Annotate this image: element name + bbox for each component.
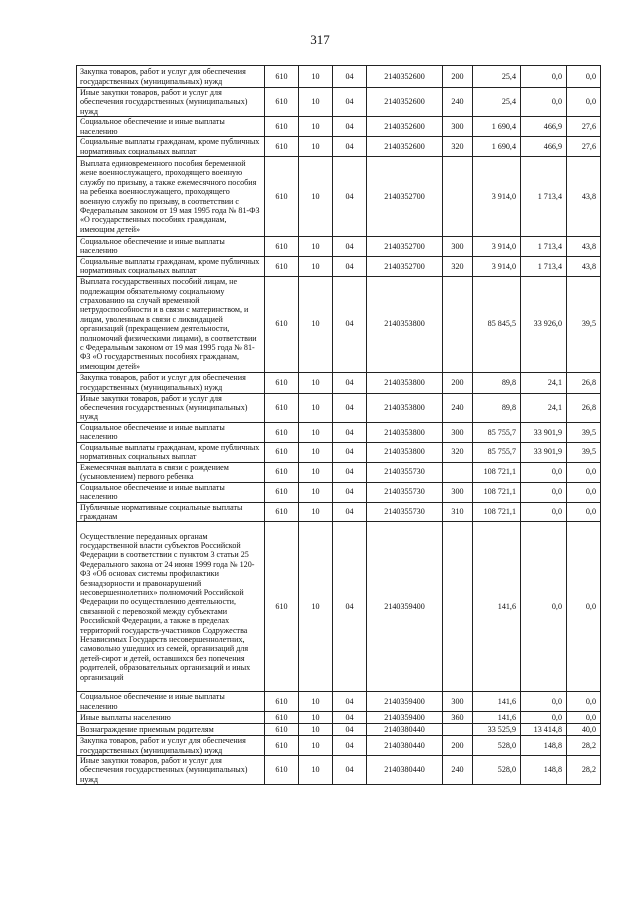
- row-fact: 24,1: [521, 393, 567, 422]
- row-pr: 04: [333, 755, 367, 784]
- row-vr: [443, 522, 473, 692]
- row-rz: 10: [299, 522, 333, 692]
- row-vr: 360: [443, 712, 473, 724]
- row-vr: 320: [443, 442, 473, 462]
- row-pct: 39,5: [567, 276, 601, 372]
- row-ved: 610: [265, 256, 299, 276]
- table-row: [77, 712, 601, 724]
- row-name: Публичные нормативные социальные выплаты гражданам: [77, 502, 265, 522]
- row-vr: 200: [443, 736, 473, 756]
- row-fact: 1 713,4: [521, 237, 567, 257]
- row-plan: 108 721,1: [473, 502, 521, 522]
- row-rz: 10: [299, 442, 333, 462]
- row-vr: [443, 157, 473, 237]
- row-vr: 240: [443, 755, 473, 784]
- row-rz: 10: [299, 692, 333, 712]
- row-name: Осуществление переданных органам государственной власти субъектов Российской Федерации в соответствии с пунктом 3 статьи 25 Федерального закона от 24 июня 1999 года № 120-ФЗ «Об основах системы профилактики безнадзорности и правонарушений несовершеннолетних» полномочий Российской Федерации по осуществлению деятельности, связанной с перевозкой между субъектами Российской Федерации, а также в пределах территорий государств-участников Содружества Независимых Государств несовершеннолетних, самовольно ушедших из семей, организаций для детей-сирот и детей, оставшихся без попечения родителей, образовательных организаций и иных организаций: [77, 522, 265, 692]
- table-row: [77, 442, 601, 462]
- row-name: Социальные выплаты гражданам, кроме публичных нормативных социальных выплат: [77, 256, 265, 276]
- row-pr: 04: [333, 692, 367, 712]
- row-ved: 610: [265, 755, 299, 784]
- row-rz: 10: [299, 157, 333, 237]
- row-ved: 610: [265, 712, 299, 724]
- row-name: Социальное обеспечение и иные выплаты населению: [77, 692, 265, 712]
- budget-table: [76, 65, 601, 785]
- row-vr: 300: [443, 692, 473, 712]
- row-pct: 43,8: [567, 237, 601, 257]
- row-rz: 10: [299, 736, 333, 756]
- row-vr: [443, 276, 473, 372]
- row-pct: 43,8: [567, 256, 601, 276]
- row-ved: 610: [265, 157, 299, 237]
- table-row: [77, 237, 601, 257]
- row-rz: 10: [299, 137, 333, 157]
- row-plan: 528,0: [473, 736, 521, 756]
- row-ved: 610: [265, 422, 299, 442]
- row-ved: 610: [265, 276, 299, 372]
- row-name: Ежемесячная выплата в связи с рождением (усыновлением) первого ребенка: [77, 462, 265, 482]
- row-vr: 300: [443, 117, 473, 137]
- row-ved: 610: [265, 117, 299, 137]
- row-csr: 2140352600: [367, 137, 443, 157]
- row-pct: 0,0: [567, 692, 601, 712]
- row-ved: 610: [265, 522, 299, 692]
- row-rz: 10: [299, 422, 333, 442]
- row-rz: 10: [299, 393, 333, 422]
- row-name: Закупка товаров, работ и услуг для обеспечения государственных (муниципальных) нужд: [77, 736, 265, 756]
- row-name: Выплата государственных пособий лицам, не подлежащим обязательному социальному страхованию на случай временной нетрудоспособности и в связи с материнством, и лицам, уволенным в связи с ликвидацией организаций (прекращением деятельности, полномочий физическими лицами), в соответствии с Федеральным законом от 19 мая 1995 года № 81-ФЗ «О государственных пособиях гражданам, имеющим детей»: [77, 276, 265, 372]
- row-ved: 610: [265, 66, 299, 88]
- row-name: Закупка товаров, работ и услуг для обеспечения государственных (муниципальных) нужд: [77, 372, 265, 393]
- row-vr: 300: [443, 237, 473, 257]
- row-plan: 141,6: [473, 712, 521, 724]
- row-ved: 610: [265, 502, 299, 522]
- table-row: [77, 393, 601, 422]
- row-csr: 2140380440: [367, 736, 443, 756]
- row-pct: 0,0: [567, 482, 601, 502]
- table-row: [77, 724, 601, 736]
- row-pr: 04: [333, 712, 367, 724]
- row-rz: 10: [299, 276, 333, 372]
- row-plan: 25,4: [473, 66, 521, 88]
- row-rz: 10: [299, 502, 333, 522]
- row-fact: 0,0: [521, 66, 567, 88]
- row-fact: 0,0: [521, 692, 567, 712]
- row-csr: 2140352600: [367, 88, 443, 117]
- table-row: [77, 256, 601, 276]
- row-vr: 240: [443, 88, 473, 117]
- row-csr: 2140359400: [367, 692, 443, 712]
- row-rz: 10: [299, 462, 333, 482]
- row-ved: 610: [265, 137, 299, 157]
- row-name: Иные закупки товаров, работ и услуг для обеспечения государственных (муниципальных) нужд: [77, 755, 265, 784]
- row-ved: 610: [265, 482, 299, 502]
- row-pr: 04: [333, 422, 367, 442]
- row-pr: 04: [333, 88, 367, 117]
- table-row: [77, 137, 601, 157]
- row-pct: 27,6: [567, 117, 601, 137]
- table-row: [77, 482, 601, 502]
- row-csr: 2140359400: [367, 712, 443, 724]
- table-row: [77, 422, 601, 442]
- row-vr: 300: [443, 482, 473, 502]
- row-vr: 320: [443, 256, 473, 276]
- row-pr: 04: [333, 736, 367, 756]
- table-row: [77, 372, 601, 393]
- row-vr: [443, 724, 473, 736]
- row-name: Выплата единовременного пособия беременной жене военнослужащего, проходящего военную службу по призыву, а также ежемесячного пособия на ребенка военнослужащего, проходящего военную службу по призыву, в соответствии с Федеральным законом от 19 мая 1995 года № 81-ФЗ «О государственных пособиях гражданам, имеющим детей»: [77, 157, 265, 237]
- row-pr: 04: [333, 237, 367, 257]
- row-pct: 28,2: [567, 755, 601, 784]
- row-fact: 1 713,4: [521, 256, 567, 276]
- row-rz: 10: [299, 712, 333, 724]
- row-pr: 04: [333, 462, 367, 482]
- row-name: Иные закупки товаров, работ и услуг для обеспечения государственных (муниципальных) нужд: [77, 393, 265, 422]
- row-plan: 85 845,5: [473, 276, 521, 372]
- row-ved: 610: [265, 372, 299, 393]
- row-fact: 0,0: [521, 462, 567, 482]
- row-fact: 0,0: [521, 522, 567, 692]
- row-pct: 40,0: [567, 724, 601, 736]
- row-plan: 141,6: [473, 522, 521, 692]
- row-pct: 0,0: [567, 522, 601, 692]
- row-name: Иные закупки товаров, работ и услуг для обеспечения государственных (муниципальных) нужд: [77, 88, 265, 117]
- row-fact: 33 926,0: [521, 276, 567, 372]
- row-name: Социальные выплаты гражданам, кроме публичных нормативных социальных выплат: [77, 442, 265, 462]
- row-csr: 2140353800: [367, 442, 443, 462]
- row-rz: 10: [299, 755, 333, 784]
- table-row: [77, 276, 601, 372]
- row-pct: 39,5: [567, 422, 601, 442]
- row-vr: 240: [443, 393, 473, 422]
- row-csr: 2140355730: [367, 462, 443, 482]
- row-name: Социальное обеспечение и иные выплаты населению: [77, 422, 265, 442]
- row-rz: 10: [299, 237, 333, 257]
- row-plan: 1 690,4: [473, 137, 521, 157]
- row-pct: 26,8: [567, 393, 601, 422]
- row-fact: 33 901,9: [521, 422, 567, 442]
- row-fact: 33 901,9: [521, 442, 567, 462]
- row-csr: 2140352600: [367, 66, 443, 88]
- row-csr: 2140353800: [367, 422, 443, 442]
- row-plan: 141,6: [473, 692, 521, 712]
- row-pr: 04: [333, 372, 367, 393]
- row-rz: 10: [299, 88, 333, 117]
- row-rz: 10: [299, 482, 333, 502]
- row-fact: 24,1: [521, 372, 567, 393]
- row-vr: 320: [443, 137, 473, 157]
- page-number: 317: [310, 32, 330, 47]
- table-row: [77, 692, 601, 712]
- row-ved: 610: [265, 462, 299, 482]
- row-pct: 0,0: [567, 462, 601, 482]
- row-csr: 2140355730: [367, 482, 443, 502]
- row-csr: 2140352700: [367, 157, 443, 237]
- row-pct: 0,0: [567, 66, 601, 88]
- row-plan: 3 914,0: [473, 157, 521, 237]
- row-plan: 3 914,0: [473, 256, 521, 276]
- row-pct: 27,6: [567, 137, 601, 157]
- row-csr: 2140380440: [367, 755, 443, 784]
- row-pr: 04: [333, 137, 367, 157]
- row-vr: 300: [443, 422, 473, 442]
- row-csr: 2140352700: [367, 256, 443, 276]
- row-name: Социальное обеспечение и иные выплаты населению: [77, 482, 265, 502]
- table-row: [77, 117, 601, 137]
- row-fact: 148,8: [521, 736, 567, 756]
- row-csr: 2140352600: [367, 117, 443, 137]
- table-row: [77, 736, 601, 756]
- row-rz: 10: [299, 372, 333, 393]
- row-name: Социальные выплаты гражданам, кроме публичных нормативных социальных выплат: [77, 137, 265, 157]
- row-name: Закупка товаров, работ и услуг для обеспечения государственных (муниципальных) нужд: [77, 66, 265, 88]
- row-vr: [443, 462, 473, 482]
- row-pr: 04: [333, 724, 367, 736]
- row-ved: 610: [265, 237, 299, 257]
- row-fact: 0,0: [521, 502, 567, 522]
- row-fact: 13 414,8: [521, 724, 567, 736]
- row-pct: 0,0: [567, 712, 601, 724]
- row-plan: 89,8: [473, 393, 521, 422]
- row-plan: 89,8: [473, 372, 521, 393]
- row-fact: 1 713,4: [521, 157, 567, 237]
- row-plan: 528,0: [473, 755, 521, 784]
- row-ved: 610: [265, 88, 299, 117]
- row-pr: 04: [333, 522, 367, 692]
- row-plan: 25,4: [473, 88, 521, 117]
- row-pr: 04: [333, 482, 367, 502]
- row-csr: 2140353800: [367, 276, 443, 372]
- row-pct: 0,0: [567, 88, 601, 117]
- row-ved: 610: [265, 724, 299, 736]
- row-pr: 04: [333, 117, 367, 137]
- row-fact: 466,9: [521, 117, 567, 137]
- row-plan: 85 755,7: [473, 442, 521, 462]
- table-row: [77, 755, 601, 784]
- row-csr: 2140352700: [367, 237, 443, 257]
- row-fact: 466,9: [521, 137, 567, 157]
- row-rz: 10: [299, 724, 333, 736]
- table-row: [77, 157, 601, 237]
- row-pr: 04: [333, 66, 367, 88]
- row-csr: 2140353800: [367, 372, 443, 393]
- table-body: [77, 66, 601, 785]
- row-csr: 2140380440: [367, 724, 443, 736]
- row-pct: 39,5: [567, 442, 601, 462]
- row-pr: 04: [333, 256, 367, 276]
- table-row: [77, 88, 601, 117]
- row-pr: 04: [333, 502, 367, 522]
- row-pr: 04: [333, 276, 367, 372]
- row-plan: 85 755,7: [473, 422, 521, 442]
- row-ved: 610: [265, 442, 299, 462]
- row-pr: 04: [333, 442, 367, 462]
- row-pct: 43,8: [567, 157, 601, 237]
- row-plan: 108 721,1: [473, 482, 521, 502]
- row-fact: 0,0: [521, 712, 567, 724]
- row-ved: 610: [265, 393, 299, 422]
- row-ved: 610: [265, 736, 299, 756]
- row-pct: 0,0: [567, 502, 601, 522]
- row-name: Вознаграждение приемным родителям: [77, 724, 265, 736]
- row-name: Социальное обеспечение и иные выплаты населению: [77, 237, 265, 257]
- table-row: [77, 522, 601, 692]
- row-fact: 148,8: [521, 755, 567, 784]
- row-fact: 0,0: [521, 482, 567, 502]
- row-plan: 33 525,9: [473, 724, 521, 736]
- table-row: [77, 502, 601, 522]
- row-fact: 0,0: [521, 88, 567, 117]
- row-csr: 2140359400: [367, 522, 443, 692]
- row-rz: 10: [299, 66, 333, 88]
- row-name: Иные выплаты населению: [77, 712, 265, 724]
- row-vr: 200: [443, 372, 473, 393]
- row-plan: 108 721,1: [473, 462, 521, 482]
- table-row: [77, 462, 601, 482]
- row-vr: 310: [443, 502, 473, 522]
- row-ved: 610: [265, 692, 299, 712]
- row-plan: 1 690,4: [473, 117, 521, 137]
- row-csr: 2140353800: [367, 393, 443, 422]
- row-rz: 10: [299, 117, 333, 137]
- row-pr: 04: [333, 393, 367, 422]
- row-csr: 2140355730: [367, 502, 443, 522]
- row-pct: 28,2: [567, 736, 601, 756]
- row-pct: 26,8: [567, 372, 601, 393]
- row-vr: 200: [443, 66, 473, 88]
- row-plan: 3 914,0: [473, 237, 521, 257]
- row-name: Социальное обеспечение и иные выплаты населению: [77, 117, 265, 137]
- table-row: [77, 66, 601, 88]
- row-rz: 10: [299, 256, 333, 276]
- row-pr: 04: [333, 157, 367, 237]
